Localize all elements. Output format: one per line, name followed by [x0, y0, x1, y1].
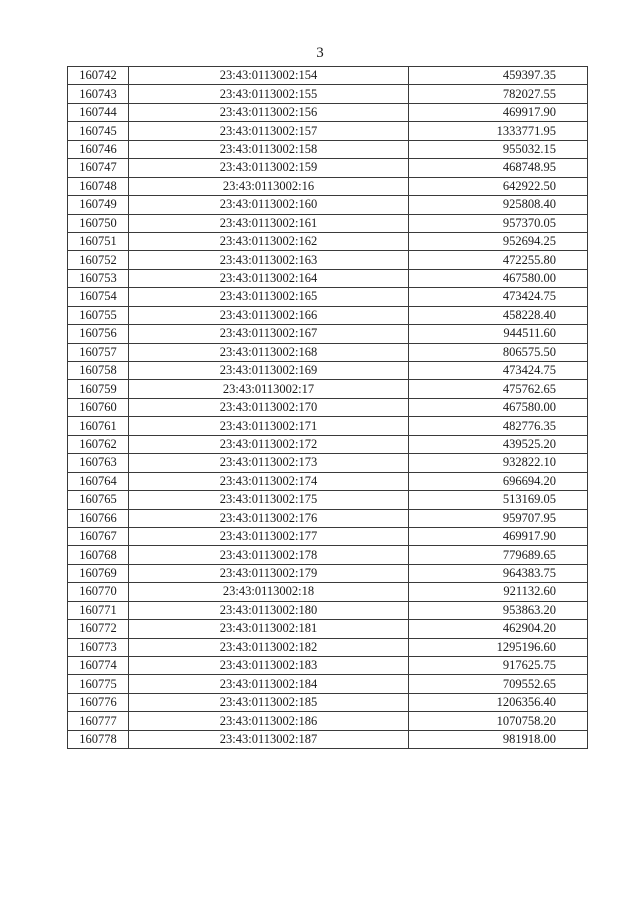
table-row — [68, 638, 588, 656]
row-number-cell: 160761 — [68, 417, 129, 435]
row-number-cell: 160763 — [68, 454, 129, 472]
cadastral-value-cell: 921132.60 — [409, 583, 588, 601]
cadastral-value-cell: 467580.00 — [409, 269, 588, 287]
table-row — [68, 306, 588, 324]
table-row — [68, 454, 588, 472]
cadastral-value-cell: 439525.20 — [409, 435, 588, 453]
table-row — [68, 712, 588, 730]
cadastral-number-cell: 23:43:0113002:174 — [129, 472, 409, 490]
table-row — [68, 472, 588, 490]
cadastral-number-cell: 23:43:0113002:160 — [129, 196, 409, 214]
cadastral-number-cell: 23:43:0113002:17 — [129, 380, 409, 398]
cadastral-value-cell: 696694.20 — [409, 472, 588, 490]
table-row — [68, 251, 588, 269]
table-row — [68, 269, 588, 287]
row-number-cell: 160770 — [68, 583, 129, 601]
table-row — [68, 232, 588, 250]
cadastral-value-cell: 467580.00 — [409, 398, 588, 416]
cadastral-value-cell: 469917.90 — [409, 527, 588, 545]
row-number-cell: 160778 — [68, 730, 129, 748]
row-number-cell: 160767 — [68, 527, 129, 545]
cadastral-value-cell: 964383.75 — [409, 564, 588, 582]
cadastral-number-cell: 23:43:0113002:16 — [129, 177, 409, 195]
cadastral-value-cell: 944511.60 — [409, 325, 588, 343]
cadastral-value-cell: 806575.50 — [409, 343, 588, 361]
cadastral-value-cell: 957370.05 — [409, 214, 588, 232]
cadastral-value-cell: 955032.15 — [409, 140, 588, 158]
cadastral-value-cell: 1070758.20 — [409, 712, 588, 730]
table-row — [68, 85, 588, 103]
row-number-cell: 160754 — [68, 288, 129, 306]
row-number-cell: 160771 — [68, 601, 129, 619]
cadastral-number-cell: 23:43:0113002:158 — [129, 140, 409, 158]
cadastral-value-cell: 782027.55 — [409, 85, 588, 103]
row-number-cell: 160777 — [68, 712, 129, 730]
row-number-cell: 160764 — [68, 472, 129, 490]
cadastral-number-cell: 23:43:0113002:182 — [129, 638, 409, 656]
table-row — [68, 398, 588, 416]
row-number-cell: 160762 — [68, 435, 129, 453]
cadastral-value-cell: 959707.95 — [409, 509, 588, 527]
row-number-cell: 160747 — [68, 159, 129, 177]
row-number-cell: 160746 — [68, 140, 129, 158]
row-number-cell: 160774 — [68, 657, 129, 675]
table-row — [68, 103, 588, 121]
cadastral-value-cell: 472255.80 — [409, 251, 588, 269]
cadastral-number-cell: 23:43:0113002:184 — [129, 675, 409, 693]
row-number-cell: 160745 — [68, 122, 129, 140]
cadastral-number-cell: 23:43:0113002:179 — [129, 564, 409, 582]
cadastral-number-cell: 23:43:0113002:175 — [129, 491, 409, 509]
table-row — [68, 214, 588, 232]
row-number-cell: 160765 — [68, 491, 129, 509]
table-row — [68, 67, 588, 85]
row-number-cell: 160768 — [68, 546, 129, 564]
cadastral-value-cell: 513169.05 — [409, 491, 588, 509]
cadastral-number-cell: 23:43:0113002:154 — [129, 67, 409, 85]
cadastral-number-cell: 23:43:0113002:155 — [129, 85, 409, 103]
page-number: 3 — [316, 45, 324, 61]
table-row — [68, 380, 588, 398]
row-number-cell: 160772 — [68, 620, 129, 638]
cadastral-number-cell: 23:43:0113002:170 — [129, 398, 409, 416]
cadastral-value-cell: 1206356.40 — [409, 693, 588, 711]
cadastral-value-table — [67, 66, 588, 749]
table-row — [68, 343, 588, 361]
cadastral-value-cell: 482776.35 — [409, 417, 588, 435]
table-row — [68, 620, 588, 638]
cadastral-number-cell: 23:43:0113002:159 — [129, 159, 409, 177]
table-row — [68, 417, 588, 435]
cadastral-number-cell: 23:43:0113002:168 — [129, 343, 409, 361]
cadastral-number-cell: 23:43:0113002:161 — [129, 214, 409, 232]
row-number-cell: 160776 — [68, 693, 129, 711]
cadastral-value-cell: 925808.40 — [409, 196, 588, 214]
cadastral-number-cell: 23:43:0113002:172 — [129, 435, 409, 453]
cadastral-number-cell: 23:43:0113002:176 — [129, 509, 409, 527]
cadastral-value-cell: 473424.75 — [409, 288, 588, 306]
row-number-cell: 160742 — [68, 67, 129, 85]
cadastral-value-cell: 642922.50 — [409, 177, 588, 195]
table-row — [68, 730, 588, 748]
row-number-cell: 160743 — [68, 85, 129, 103]
cadastral-number-cell: 23:43:0113002:171 — [129, 417, 409, 435]
row-number-cell: 160757 — [68, 343, 129, 361]
cadastral-number-cell: 23:43:0113002:169 — [129, 362, 409, 380]
cadastral-number-cell: 23:43:0113002:163 — [129, 251, 409, 269]
cadastral-number-cell: 23:43:0113002:185 — [129, 693, 409, 711]
row-number-cell: 160752 — [68, 251, 129, 269]
cadastral-number-cell: 23:43:0113002:178 — [129, 546, 409, 564]
cadastral-value-cell: 1295196.60 — [409, 638, 588, 656]
row-number-cell: 160766 — [68, 509, 129, 527]
cadastral-value-cell: 1333771.95 — [409, 122, 588, 140]
cadastral-value-cell: 462904.20 — [409, 620, 588, 638]
cadastral-value-cell: 917625.75 — [409, 657, 588, 675]
table-row — [68, 122, 588, 140]
row-number-cell: 160760 — [68, 398, 129, 416]
cadastral-number-cell: 23:43:0113002:187 — [129, 730, 409, 748]
cadastral-number-cell: 23:43:0113002:173 — [129, 454, 409, 472]
table-row — [68, 546, 588, 564]
table-row — [68, 527, 588, 545]
row-number-cell: 160755 — [68, 306, 129, 324]
table-row — [68, 435, 588, 453]
cadastral-number-cell: 23:43:0113002:167 — [129, 325, 409, 343]
row-number-cell: 160759 — [68, 380, 129, 398]
cadastral-number-cell: 23:43:0113002:156 — [129, 103, 409, 121]
row-number-cell: 160773 — [68, 638, 129, 656]
table-row — [68, 491, 588, 509]
cadastral-value-cell: 952694.25 — [409, 232, 588, 250]
row-number-cell: 160758 — [68, 362, 129, 380]
cadastral-value-cell: 469917.90 — [409, 103, 588, 121]
cadastral-number-cell: 23:43:0113002:177 — [129, 527, 409, 545]
table-row — [68, 583, 588, 601]
row-number-cell: 160751 — [68, 232, 129, 250]
table-row — [68, 564, 588, 582]
row-number-cell: 160750 — [68, 214, 129, 232]
table-row — [68, 325, 588, 343]
table-row — [68, 196, 588, 214]
row-number-cell: 160748 — [68, 177, 129, 195]
row-number-cell: 160756 — [68, 325, 129, 343]
cadastral-value-cell: 953863.20 — [409, 601, 588, 619]
row-number-cell: 160749 — [68, 196, 129, 214]
table-row — [68, 140, 588, 158]
table-body — [68, 67, 588, 749]
cadastral-value-cell: 473424.75 — [409, 362, 588, 380]
table-row — [68, 288, 588, 306]
cadastral-number-cell: 23:43:0113002:181 — [129, 620, 409, 638]
cadastral-number-cell: 23:43:0113002:164 — [129, 269, 409, 287]
cadastral-number-cell: 23:43:0113002:166 — [129, 306, 409, 324]
cadastral-value-cell: 709552.65 — [409, 675, 588, 693]
cadastral-value-cell: 459397.35 — [409, 67, 588, 85]
row-number-cell: 160744 — [68, 103, 129, 121]
table-row — [68, 159, 588, 177]
table-row — [68, 675, 588, 693]
cadastral-number-cell: 23:43:0113002:183 — [129, 657, 409, 675]
table-row — [68, 601, 588, 619]
cadastral-value-cell: 458228.40 — [409, 306, 588, 324]
table-row — [68, 177, 588, 195]
cadastral-number-cell: 23:43:0113002:157 — [129, 122, 409, 140]
table-row — [68, 693, 588, 711]
cadastral-number-cell: 23:43:0113002:162 — [129, 232, 409, 250]
table-row — [68, 657, 588, 675]
cadastral-number-cell: 23:43:0113002:18 — [129, 583, 409, 601]
cadastral-value-cell: 468748.95 — [409, 159, 588, 177]
cadastral-number-cell: 23:43:0113002:180 — [129, 601, 409, 619]
cadastral-number-cell: 23:43:0113002:165 — [129, 288, 409, 306]
cadastral-value-cell: 779689.65 — [409, 546, 588, 564]
row-number-cell: 160753 — [68, 269, 129, 287]
table-row — [68, 362, 588, 380]
cadastral-number-cell: 23:43:0113002:186 — [129, 712, 409, 730]
table-row — [68, 509, 588, 527]
cadastral-value-cell: 932822.10 — [409, 454, 588, 472]
cadastral-value-cell: 475762.65 — [409, 380, 588, 398]
cadastral-value-cell: 981918.00 — [409, 730, 588, 748]
row-number-cell: 160769 — [68, 564, 129, 582]
row-number-cell: 160775 — [68, 675, 129, 693]
